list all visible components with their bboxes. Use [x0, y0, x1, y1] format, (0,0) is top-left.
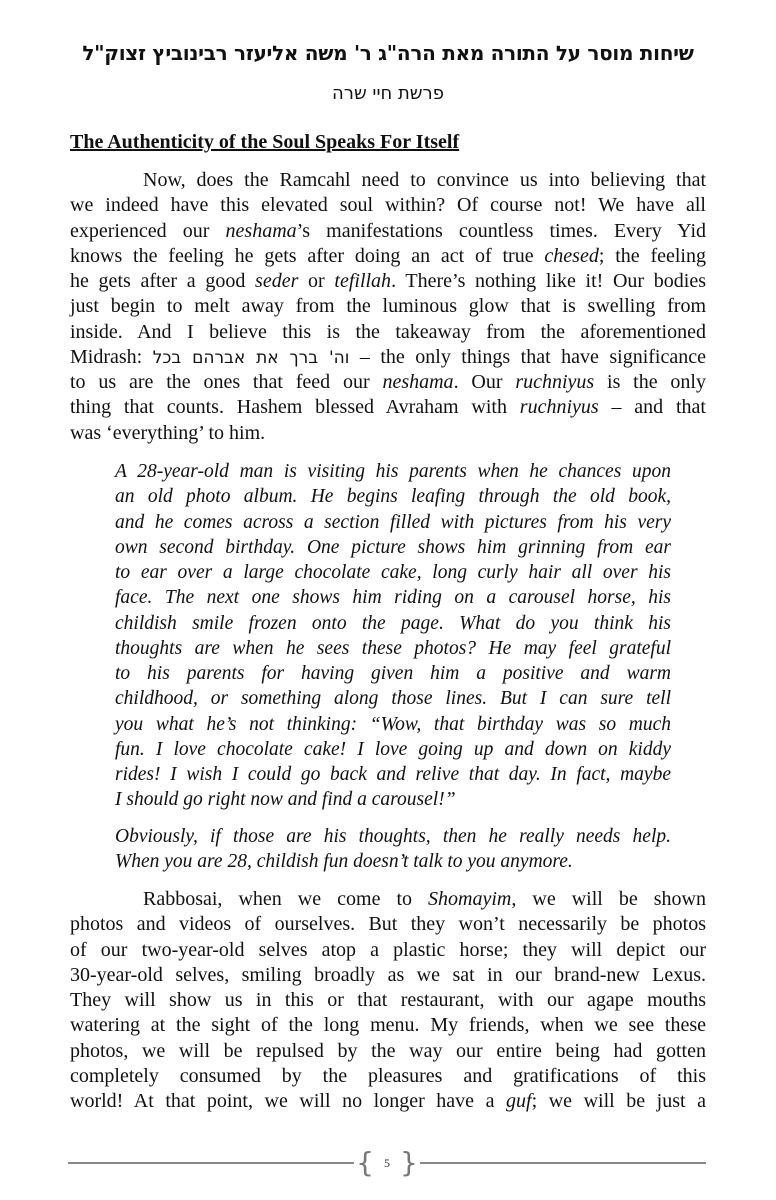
text-run: thoughts are when he sees these photos? He may feel grateful	[115, 637, 671, 659]
text-line	[115, 849, 671, 874]
text-line	[70, 887, 706, 912]
text-line	[115, 712, 671, 737]
italic-term: ruchniyus	[519, 396, 599, 419]
italic-term: Shomayim	[428, 888, 512, 910]
text-line	[70, 1039, 706, 1064]
text-run: face. The next one shows him riding on a carousel horse, his	[115, 587, 671, 609]
section-heading: The Authenticity of the Soul Speaks For Itself	[70, 131, 460, 153]
text-run: childhood, or something along those lines. But I can sure tell	[115, 688, 671, 710]
text-line	[70, 320, 706, 345]
text-run: They will show us in this or that restaurant, with our agape mouths	[70, 989, 706, 1011]
text-run: ; we will be just a	[531, 1090, 707, 1112]
text-run: I should go right now and find a carousel!”	[115, 789, 456, 811]
text-line	[70, 244, 706, 269]
paragraph-body	[70, 887, 706, 1114]
text-line	[70, 421, 706, 446]
text-run: fun. I love chocolate cake! I love going up and down on kiddy	[115, 738, 671, 760]
text-line	[70, 988, 706, 1013]
text-line	[115, 762, 671, 787]
text-run: he gets after a good	[70, 270, 256, 292]
text-line	[70, 1013, 706, 1038]
text-line	[70, 963, 706, 988]
text-run: you what he’s not thinking: “Wow, that birthday was so much	[115, 713, 671, 735]
text-run: world! At that point, we will no longer have a	[70, 1090, 507, 1112]
italic-term: ruchniyus	[515, 371, 595, 393]
text-line	[115, 611, 671, 636]
text-run: . There’s nothing like it! Our bodies	[391, 270, 706, 292]
text-run: Rabbosai, when we come to	[143, 888, 429, 910]
text-run: – the only things that have significance	[349, 345, 706, 368]
text-line	[115, 661, 671, 686]
text-run: A 28-year-old man is visiting his parents when he chances upon	[115, 461, 671, 482]
left-brace-ornament: {	[356, 1146, 374, 1179]
text-run: childish smile frozen onto the page. What do you think his	[115, 612, 671, 634]
text-line	[70, 294, 706, 319]
text-run: – and that	[598, 396, 706, 419]
right-brace-ornament: }	[400, 1146, 418, 1179]
text-run: . Our	[453, 371, 516, 393]
text-line	[70, 912, 706, 937]
text-line	[70, 370, 706, 395]
text-run: Obviously, if those are his thoughts, then he really needs help.	[115, 826, 671, 847]
text-line	[70, 168, 706, 193]
text-run: completely consumed by the pleasures and gratifications of this	[70, 1064, 706, 1087]
text-run: own second birthday. One picture shows him grinning from ear	[115, 536, 671, 558]
text-run: 30-year-old selves, smiling broadly as we sat in our brand-new Lexus.	[70, 963, 706, 986]
text-run: to his parents for having given him a positive and warm	[115, 663, 671, 684]
header-parsha-hebrew: פרשת חיי שרה	[332, 83, 444, 104]
text-run: When you are 28, childish fun doesn’t talk to you anymore.	[115, 851, 573, 873]
italic-term: seder	[255, 270, 299, 292]
text-line	[115, 560, 671, 585]
header-title-hebrew: שיחות מוסר על התורה מאת הרה"ג ר' משה אליעזר רבינוביץ זצוק"ל	[82, 41, 694, 65]
text-run: of our two-year-old selves atop a plastic horse; they will depict our	[70, 938, 706, 961]
text-line	[115, 636, 671, 661]
text-run: watering at the sight of the long menu. My friends, when we see these	[70, 1014, 706, 1037]
text-line	[115, 686, 671, 711]
text-run: we indeed have this elevated soul within? Of course not! We have all	[70, 194, 706, 217]
text-line	[70, 219, 706, 244]
text-run: experienced our	[70, 219, 226, 242]
italic-term: guf	[506, 1090, 532, 1112]
text-line	[70, 269, 706, 294]
text-run: was ‘everything’ to him.	[70, 421, 266, 444]
text-run: to us are the ones that feed our	[70, 371, 383, 393]
text-run: to ear over a large chocolate cake, long curly hair all over his	[115, 562, 671, 583]
text-run: Midrash:	[70, 345, 153, 368]
italic-term: neshama	[225, 219, 297, 242]
page-footer	[68, 1146, 706, 1180]
italic-term: chesed	[544, 244, 599, 267]
text-run: ’s manifestations countless times. Every Yid	[296, 219, 707, 242]
text-line	[115, 459, 671, 484]
text-line	[70, 395, 706, 420]
text-run: is the only	[594, 371, 706, 393]
text-line	[115, 737, 671, 762]
text-line	[70, 938, 706, 963]
footer-rule-right	[420, 1162, 706, 1164]
text-run: ; the feeling	[598, 244, 706, 267]
italic-term: tefillah	[334, 270, 392, 292]
text-run: an old photo album. He begins leafing through the old book,	[115, 486, 671, 508]
text-run: or	[298, 270, 335, 292]
quote-conclusion	[115, 824, 671, 875]
text-run: knows the feeling he gets after doing an act of true	[70, 244, 545, 267]
text-line	[70, 1089, 706, 1114]
text-line	[115, 510, 671, 535]
text-run: photos, we will be repulsed by the way our entire being had gotten	[70, 1039, 706, 1062]
italic-term: neshama	[382, 371, 454, 393]
text-run: , we will be shown	[511, 888, 706, 910]
text-run: photos and videos of ourselves. But they won’t necessarily be photos	[70, 913, 706, 936]
text-line	[115, 824, 671, 849]
text-line	[115, 787, 671, 812]
text-line	[70, 193, 706, 218]
text-line	[115, 484, 671, 509]
page-number: 5	[384, 1156, 390, 1170]
text-line	[115, 535, 671, 560]
quote-story	[115, 459, 671, 813]
text-run: and he comes across a section filled with pictures from his very	[115, 511, 671, 533]
text-run: thing that counts. Hashem blessed Avraham with	[70, 396, 520, 419]
text-run: just begin to melt away from the luminous glow that is swelling from	[70, 295, 706, 318]
footer-rule-left	[68, 1162, 354, 1164]
paragraph-body	[70, 168, 706, 446]
text-run: inside. And I believe this is the takeaway from the aforementioned	[70, 320, 706, 343]
text-run: rides! I wish I could go back and relive that day. In fact, maybe	[115, 764, 671, 785]
text-line	[115, 585, 671, 610]
text-line	[70, 1064, 706, 1089]
hebrew-quote: וה' ברך את אברהם בכל	[152, 347, 350, 368]
text-run: Now, does the Ramcahl need to convince us into believing that	[143, 169, 706, 191]
text-line	[70, 345, 706, 370]
